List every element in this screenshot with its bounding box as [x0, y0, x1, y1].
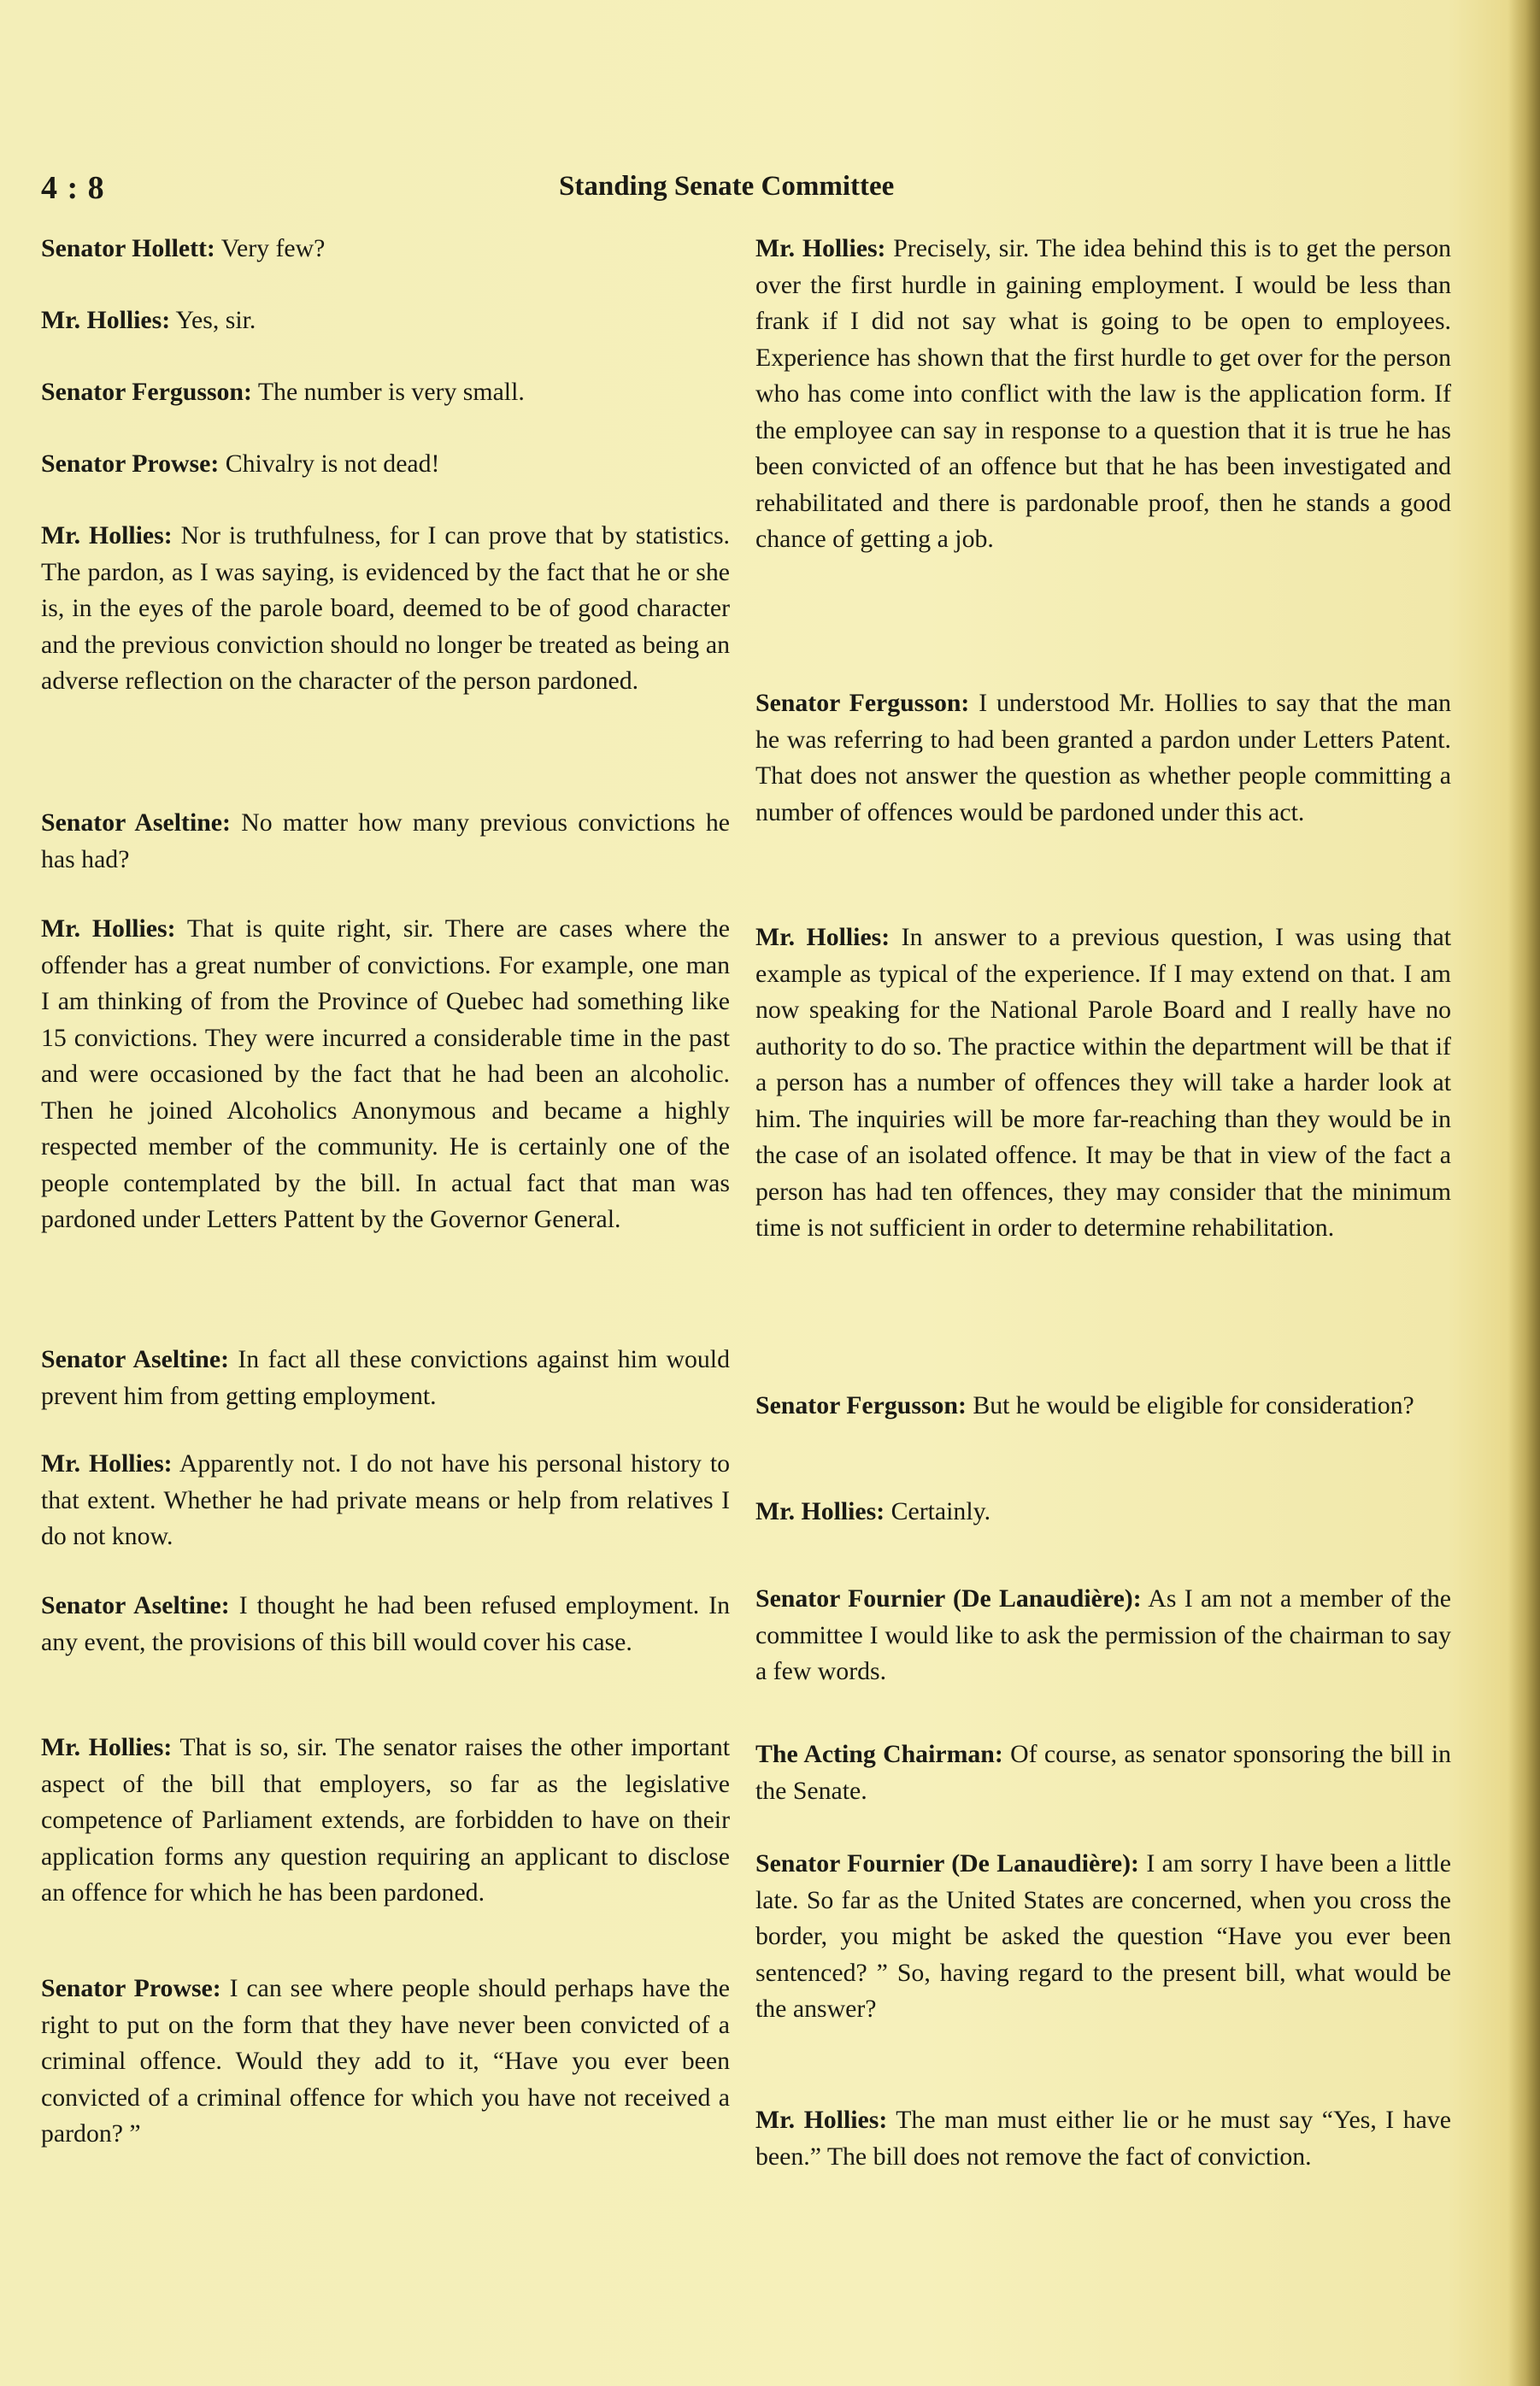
speech-text: That is so, sir. The senator raises the other important aspect of the bill that employers, so far as the legislative competence of Parliament extends, are forbidden to have on their application forms any question requiring an applicant to disclose an offence for which he has been pardoned. [41, 1733, 730, 1907]
speech-text: Certainly. [885, 1497, 991, 1525]
paragraph [41, 1588, 730, 1660]
speech-text: No matter how many previous convictions he has had? [41, 808, 731, 873]
paragraph [755, 2102, 1451, 2175]
speaker-name: Mr. Hollies: [41, 521, 173, 549]
speech-text: Chivalry is not dead! [219, 450, 440, 478]
speaker-name: Senator Fergusson: [41, 378, 252, 406]
page-number: 4 : 8 [41, 170, 105, 206]
speech-text: That is quite right, sir. There are cases where the offender has a great number of convictions. For example, one man I am thinking of from the Province of Quebec had something like 15 convictions. They were incurred a considerable time in the past and were occasioned by the fact that he had been an alcoholic. Then he joined Alcoholics Anonymous and became a highly respected member of the community. He is certainly one of the people contemplated by the bill. In actual fact that man was pardoned under Letters Pattent by the Governor General. [41, 914, 730, 1233]
speaker-name: Senator Prowse: [41, 450, 220, 478]
speaker-name: Mr. Hollies: [41, 306, 171, 334]
paragraph [41, 1971, 730, 2153]
speaker-name: Mr. Hollies: [755, 923, 890, 951]
speech-text: I am sorry I have been a little late. So far as the United States are concerned, when you cross the border, you might be asked the question “Have you ever been sentenced? ” So, having regard to the present bill, what would be the answer? [755, 1849, 1451, 2023]
speaker-name: Senator Aseltine: [41, 808, 231, 837]
speech-text: Nor is truthfulness, for I can prove that by statistics. The pardon, as I was saying, is evidenced by the fact that he or she is, in the eyes of the parole board, deemed to be of good character and the previous conviction should no longer be treated as being an adverse reflection on the character of the person pardoned. [41, 521, 731, 695]
paragraph [41, 374, 730, 411]
speaker-name: Senator Aseltine: [41, 1591, 230, 1619]
running-title: Standing Senate Committee [559, 171, 895, 202]
speech-text: But he would be eligible for consideration? [966, 1391, 1414, 1419]
speech-text: The number is very small. [251, 378, 525, 406]
speech-text: As I am not a member of the committee I would like to ask the permission of the chairman to say a few words. [755, 1584, 1451, 1685]
paragraph [41, 303, 730, 339]
speaker-name: Senator Fournier (De Lanaudière): [755, 1849, 1139, 1878]
speaker-name: Mr. Hollies: [41, 1449, 173, 1478]
paragraph [41, 446, 730, 483]
speech-text: The man must either lie or he must say “Yes, I have been.” The bill does not remove the fact of conviction. [755, 2106, 1451, 2171]
paragraph [41, 1342, 730, 1414]
speaker-name: Mr. Hollies: [41, 1733, 173, 1761]
paragraph [41, 518, 730, 700]
paragraph [755, 231, 1451, 558]
paragraph [41, 805, 730, 878]
speaker-name: Mr. Hollies: [41, 914, 176, 943]
speech-text: Yes, sir. [170, 306, 256, 334]
speaker-name: Mr. Hollies: [755, 1497, 885, 1525]
speech-text: Apparently not. I do not have his personal history to that extent. Whether he had private means or help from relatives I do not know. [41, 1449, 731, 1550]
paragraph [755, 1494, 1451, 1531]
speaker-name: Mr. Hollies: [755, 234, 886, 262]
speech-text: Very few? [215, 234, 326, 262]
speech-text: I can see where people should perhaps have the right to put on the form that they have never been convicted of a criminal offence. Would they add to it, “Have you ever been convicted of a criminal offence for which you have not received a pardon? ” [41, 1974, 730, 2148]
paragraph [41, 231, 730, 267]
paragraph [41, 1446, 730, 1555]
paragraph [755, 1846, 1451, 2028]
speaker-name: Senator Prowse: [41, 1974, 221, 2002]
speaker-name: Senator Aseltine: [41, 1345, 230, 1373]
speech-text: I understood Mr. Hollies to say that the man he was referring to had been granted a pardon under Letters Patent. That does not answer the question as whether people committing a number of offences would be pardoned under this act. [755, 689, 1451, 826]
paragraph [41, 911, 730, 1238]
paragraph [755, 1737, 1451, 1809]
speech-text: I thought he had been refused employment. In any event, the provisions of this bill would cover his case. [41, 1591, 731, 1656]
paragraph [755, 1581, 1451, 1690]
paragraph [755, 920, 1451, 1247]
speech-text: Of course, as senator sponsoring the bill in the Senate. [755, 1740, 1451, 1805]
paragraph [41, 1730, 730, 1912]
paragraph [755, 1388, 1451, 1425]
speaker-name: Senator Fournier (De Lanaudière): [755, 1584, 1142, 1613]
speech-text: In answer to a previous question, I was using that example as typical of the experience. If I may extend on that. I am now speaking for the National Parole Board and I really have no authority to do so. The practice within the department will be that if a person has a number of offences they will take a harder look at him. The inquiries will be more far-reaching than they would be in the case of an isolated offence. It may be that in view of the fact a person has had ten offences, they may consider that the minimum time is not sufficient in order to determine rehabilitation. [755, 923, 1451, 1242]
paragraph [755, 685, 1451, 831]
speaker-name: Senator Fergusson: [755, 1391, 967, 1419]
speaker-name: Mr. Hollies: [755, 2106, 888, 2134]
speaker-name: Senator Hollett: [41, 234, 215, 262]
speaker-name: The Acting Chairman: [755, 1740, 1003, 1768]
speaker-name: Senator Fergusson: [755, 689, 970, 717]
speech-text: Precisely, sir. The idea behind this is to get the person over the first hurdle in gaining employment. I would be less than frank if I did not say what is going to be open to employees. Experience has shown that the first hurdle to get over for the person who has come into conflict with the law is the application form. If the employee can say in response to a question that it is true he has been convicted of an offence but that he has been investigated and rehabilitated and there is pardonable proof, then he stands a good chance of getting a job. [755, 234, 1452, 553]
page-edge-shadow [1508, 0, 1540, 2386]
speech-text: In fact all these convictions against him would prevent him from getting employment. [41, 1345, 730, 1410]
